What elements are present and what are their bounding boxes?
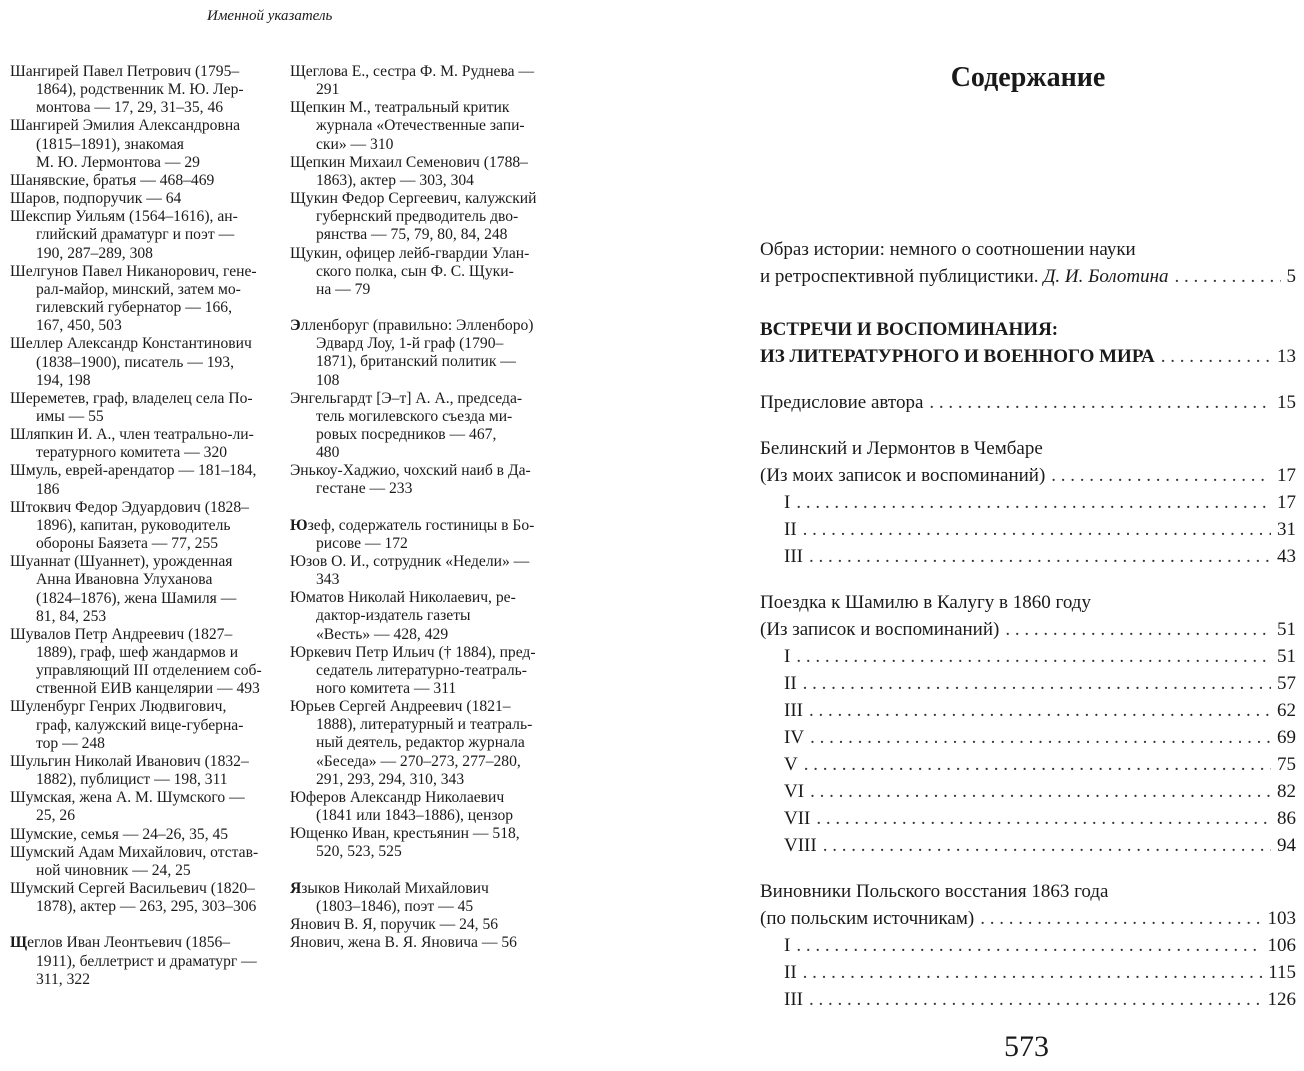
toc-entry-label-text: II — [784, 962, 797, 983]
index-entry-line: Юзов О. И., сотрудник «Недели» — — [290, 552, 530, 570]
toc-entry-label-text: Поездка к Шамилю в Калугу в 1860 году — [760, 592, 1091, 613]
toc-entry-label — [784, 932, 790, 959]
toc-entry-label — [760, 589, 1091, 616]
index-entry — [290, 390, 558, 463]
toc-entry-label-text: II — [784, 673, 797, 694]
toc-subsection — [760, 805, 1296, 832]
index-entry — [10, 63, 272, 117]
toc-subsection — [760, 516, 1296, 543]
index-entry — [10, 263, 272, 336]
index-entry-line: Шангирей Эмилия Александровна — [10, 117, 241, 135]
toc-subsection — [760, 932, 1296, 959]
index-entry-line: 1864), родственник М. Ю. Лер- — [36, 81, 244, 99]
toc-entry — [760, 316, 1296, 343]
toc-entry — [760, 905, 1296, 932]
index-entry-line: 1911), беллетрист и драматург — — [36, 952, 257, 970]
toc-page-number: 86 — [1277, 808, 1296, 829]
toc-spacer — [760, 290, 1296, 316]
toc-entry-label-text: V — [784, 754, 798, 775]
toc-title: Содержание — [950, 62, 1106, 93]
toc-entry-label-text: (Из записок и воспоминаний) — [760, 619, 1000, 640]
index-entry-line: губернский предводитель дво- — [316, 208, 519, 226]
index-entry-line: 311, 322 — [36, 970, 90, 988]
index-entry-line: ски» — 310 — [316, 135, 394, 153]
index-letter-gap — [290, 499, 558, 517]
toc-subsection — [760, 643, 1296, 670]
toc-spacer — [760, 570, 1296, 589]
toc-page-number: 82 — [1277, 781, 1296, 802]
index-entry-line: 480 — [316, 444, 340, 462]
toc-entry-label-text: Образ истории: немного о соотношении науки — [760, 239, 1136, 260]
index-entry — [10, 753, 272, 789]
index-entry-line: (1838–1900), писатель — 193, — [36, 353, 234, 371]
running-head: Именной указатель — [207, 8, 333, 24]
toc-entry — [760, 343, 1296, 370]
toc-subsection — [760, 697, 1296, 724]
index-entry-line: 343 — [316, 571, 340, 589]
index-entry — [290, 245, 558, 299]
toc-entry-label — [784, 643, 790, 670]
toc-entry-label — [784, 959, 797, 986]
index-entry — [10, 208, 272, 262]
index-entry-line: Шумская, жена А. М. Шумского — — [10, 789, 245, 807]
index-entry-line: ственной ЕИВ канцелярии — 493 — [36, 680, 260, 698]
index-entry — [290, 698, 558, 789]
index-entry-line: ной чиновник — 24, 25 — [36, 861, 191, 879]
toc-leader-dots — [796, 489, 1271, 516]
index-entry-line: 1878), актер — 263, 295, 303–306 — [36, 898, 257, 916]
toc-leader-dots — [804, 751, 1271, 778]
toc-leader-dots — [810, 778, 1271, 805]
index-column-right — [290, 63, 558, 952]
index-entry-line: обороны Баязета — 77, 255 — [36, 535, 219, 553]
index-entry-line: Шелгунов Павел Никанорович, гене- — [10, 262, 257, 280]
index-entry-line: глийский драматург и поэт — — [36, 226, 235, 244]
index-entry — [10, 553, 272, 626]
index-entry-line: Шереметев, граф, владелец села По- — [10, 389, 253, 407]
index-entry-line: монтова — 17, 29, 31–35, 46 — [36, 99, 224, 117]
toc-leader-dots — [803, 516, 1271, 543]
index-entry-line: Янович В. Я, поручик — 24, 56 — [290, 915, 499, 933]
index-entry — [290, 154, 558, 190]
toc-leader-dots — [823, 832, 1271, 859]
index-entry — [10, 934, 272, 988]
index-entry — [10, 462, 272, 498]
index-entry-line: тель могилевского съезда ми- — [316, 407, 513, 425]
index-letter-gap — [290, 299, 558, 317]
index-entry-line: Шумские, семья — 24–26, 35, 45 — [10, 825, 229, 843]
toc-entry-label — [784, 805, 810, 832]
index-entry — [290, 517, 558, 553]
toc-entry-label-text: и ретроспективной публицистики. — [760, 266, 1039, 287]
toc-entry-label — [760, 263, 1169, 290]
toc-leader-dots — [809, 543, 1271, 570]
toc-leader-dots — [796, 643, 1271, 670]
index-entry-line: рисове — 172 — [316, 534, 408, 552]
index-entry-line: Юрьев Сергей Андреевич (1821– — [290, 698, 511, 716]
toc-entry-author: Д. И. Болотина — [1043, 266, 1169, 287]
index-entry-line: М. Ю. Лермонтова — 29 — [36, 153, 200, 171]
toc-leader-dots — [809, 697, 1271, 724]
index-entry — [10, 826, 272, 844]
index-letter-initial: Я — [290, 879, 302, 897]
toc-spacer — [760, 859, 1296, 878]
index-entry-line: 1896), капитан, руководитель — [36, 516, 231, 534]
index-entry — [10, 172, 272, 190]
toc-entry-label — [760, 316, 1058, 343]
index-entry-line: 1871), британский политик — — [316, 353, 516, 371]
index-entry — [10, 880, 272, 916]
index-entry-line: (1824–1876), жена Шамиля — — [36, 589, 237, 607]
index-entry-line: 1882), публицист — 198, 311 — [36, 771, 228, 789]
index-entry — [290, 644, 558, 698]
toc-entry-label — [760, 616, 999, 643]
toc-entry-label — [760, 389, 923, 416]
index-entry-line: управляющий III отделением соб- — [36, 662, 262, 680]
index-entry-line: Анна Ивановна Улуханова — [36, 571, 213, 589]
index-entry-line: 108 — [316, 371, 340, 389]
toc-leader-dots — [1175, 263, 1281, 290]
toc-entry-label — [760, 343, 1155, 370]
index-entry-line: 291, 293, 294, 310, 343 — [316, 770, 465, 788]
toc-entry-label-text: Виновники Польского восстания 1863 года — [760, 881, 1109, 902]
index-entry-line: 291 — [316, 81, 340, 99]
toc-leader-dots — [810, 724, 1271, 751]
index-entry-text: еглов Иван Леонтьевич (1856– — [27, 934, 231, 952]
toc-entry-label — [784, 697, 803, 724]
toc-page-number: 94 — [1277, 835, 1296, 856]
toc-spacer — [760, 217, 1296, 236]
index-entry-line: Щепкин М., театральный критик — [290, 99, 510, 117]
index-entry-line: 25, 26 — [36, 807, 75, 825]
index-entry-line: Юркевич Петр Ильич († 1884), пред- — [290, 643, 536, 661]
toc-page-number: 43 — [1277, 546, 1296, 567]
index-letter-initial: Ю — [290, 516, 308, 534]
index-entry-line: Штоквич Федор Эдуардович (1828– — [10, 498, 249, 516]
index-entry-line: 194, 198 — [36, 371, 91, 389]
index-entry — [290, 589, 558, 643]
toc-entry-label-text: (по польским источникам) — [760, 908, 975, 929]
index-entry-line: Шанявские, братья — 468–469 — [10, 171, 215, 189]
toc-entry-label — [760, 462, 1045, 489]
index-entry-text: лленборуг (правильно: Элленборо) — [300, 317, 534, 335]
toc-leader-dots — [803, 670, 1271, 697]
index-entry-line: 1889), граф, шеф жандармов и — [36, 644, 239, 661]
toc-entry-label-text: Белинский и Лермонтов в Чембаре — [760, 438, 1043, 459]
index-entry-line: гестане — 233 — [316, 480, 413, 498]
index-entry-line: имы — 55 — [36, 407, 104, 425]
index-entry-line: 167, 450, 503 — [36, 317, 122, 335]
index-entry-line: Юферов Александр Николаевич — [290, 788, 505, 806]
toc-subsection — [760, 724, 1296, 751]
index-entry-line: «Беседа» — 270–273, 277–280, — [316, 752, 521, 770]
toc-entry-label — [784, 832, 817, 859]
toc-page-number: 17 — [1277, 492, 1296, 513]
toc-leader-dots — [929, 389, 1271, 416]
toc-page-number: 51 — [1277, 619, 1296, 640]
index-letter-initial: Щ — [10, 934, 28, 952]
index-entry-line: ного комитета — 311 — [316, 680, 457, 697]
toc-entry — [760, 236, 1296, 263]
toc-page-number: 69 — [1277, 727, 1296, 748]
index-entry-line: дактор-издатель газеты — [316, 607, 471, 625]
toc-entry-label — [784, 543, 803, 570]
toc-entry-label — [784, 516, 797, 543]
toc-entry-label — [784, 751, 798, 778]
toc-entry-label — [784, 670, 797, 697]
toc-entry-label-text: III — [784, 546, 803, 567]
index-entry-line: гилевский губернатор — 166, — [36, 299, 232, 317]
toc-entry-label-text: VIII — [784, 835, 817, 856]
index-entry — [290, 190, 558, 244]
toc-page-number: 126 — [1267, 989, 1296, 1010]
toc-entry — [760, 263, 1296, 290]
toc-page-number: 31 — [1277, 519, 1296, 540]
index-entry-line: Эдвард Лоу, 1-й граф (1790– — [316, 335, 504, 353]
toc-entry-label — [784, 986, 803, 1013]
index-entry-line: 520, 523, 525 — [316, 843, 402, 861]
toc-entry-label-text: VII — [784, 808, 811, 829]
toc-entry-label — [760, 878, 1108, 905]
index-entry-line — [10, 934, 272, 952]
index-entry-line: рал-майор, минский, затем мо- — [36, 280, 241, 298]
index-entry-line: Щепкин Михаил Семенович (1788– — [290, 153, 528, 171]
index-entry-text: зыков Николай Михайлович — [301, 879, 489, 897]
index-entry — [290, 789, 558, 825]
index-entry-line: Шувалов Петр Андреевич (1827– — [10, 625, 233, 643]
index-entry-line: ского полка, сын Ф. С. Щуки- — [316, 262, 514, 280]
toc-subsection — [760, 832, 1296, 859]
index-letter-initial: Э — [290, 317, 301, 335]
index-entry-text: зеф, содержатель гостиницы в Бо- — [307, 516, 535, 534]
toc-entry-label-text: IV — [784, 727, 805, 748]
toc-spacer — [760, 370, 1296, 389]
index-entry-line: Янович, жена В. Я. Яновича — 56 — [290, 934, 517, 952]
index-entry-line: Шляпкин И. А., член театрально-ли- — [10, 426, 254, 444]
index-entry — [10, 335, 272, 389]
index-entry-line: Шумский Адам Михайлович, отстав- — [10, 843, 259, 861]
index-entry-line: 190, 287–289, 308 — [36, 244, 153, 262]
index-entry-line: Юматов Николай Николаевич, ре- — [290, 589, 516, 607]
index-entry-line: Шуаннат (Шуаннет), урожденная — [10, 553, 233, 571]
index-entry — [10, 190, 272, 208]
index-entry-line: Шаров, подпоручик — 64 — [10, 190, 182, 208]
toc-entry-label — [760, 236, 1136, 263]
index-entry-line: тор — 248 — [36, 734, 105, 752]
toc-entry — [760, 616, 1296, 643]
toc-entry-label — [784, 489, 790, 516]
toc-page-number: 17 — [1277, 465, 1296, 486]
index-entry-line — [290, 317, 558, 335]
index-entry-line: рянства — 75, 79, 80, 84, 248 — [316, 226, 508, 244]
index-entry-line: Ющенко Иван, крестьянин — 518, — [290, 825, 520, 843]
index-entry-line: (1815–1891), знакомая — [36, 135, 184, 153]
index-letter-gap — [10, 916, 272, 934]
toc-entry — [760, 389, 1296, 416]
index-entry-line: ный деятель, редактор журнала — [316, 734, 525, 752]
index-entry — [10, 426, 272, 462]
toc-entry-label-text: II — [784, 519, 797, 540]
toc-page-number: 103 — [1267, 908, 1296, 929]
toc-entry-label-text: I — [784, 492, 791, 513]
index-entry-line — [290, 517, 558, 535]
toc-list — [760, 217, 1296, 1013]
toc-entry-label — [784, 724, 804, 751]
toc-leader-dots — [1051, 462, 1271, 489]
toc-page-number: 15 — [1277, 392, 1296, 413]
toc-leader-dots — [816, 805, 1271, 832]
index-entry-line: 1863), актер — 303, 304 — [316, 171, 474, 189]
toc-subsection — [760, 489, 1296, 516]
index-entry — [10, 117, 272, 171]
index-entry-line: ровых посредников — 467, — [316, 425, 497, 443]
toc-leader-dots — [803, 959, 1263, 986]
index-entry — [290, 99, 558, 153]
index-entry-line: Шульгин Николай Иванович (1832– — [10, 752, 249, 770]
index-entry-line: Шекспир Уильям (1564–1616), ан- — [10, 208, 238, 226]
toc-subsection — [760, 670, 1296, 697]
index-entry — [290, 880, 558, 916]
toc-subsection — [760, 751, 1296, 778]
index-entry-line: граф, калужский вице-губерна- — [36, 716, 244, 734]
toc-subsection — [760, 986, 1296, 1013]
index-entry-line: 81, 84, 253 — [36, 607, 107, 625]
toc-leader-dots — [796, 932, 1261, 959]
toc-page-number: 106 — [1267, 935, 1296, 956]
index-entry-line: (1803–1846), поэт — 45 — [316, 897, 474, 915]
toc-entry — [760, 435, 1296, 462]
toc-page-number: 115 — [1268, 962, 1296, 983]
index-entry-line: Энькоу-Хаджио, чохский наиб в Да- — [290, 462, 531, 480]
index-entry — [10, 789, 272, 825]
index-column-left — [10, 63, 272, 989]
index-entry — [290, 934, 558, 952]
index-entry-line: (1841 или 1843–1886), цензор — [316, 807, 514, 825]
toc-entry — [760, 878, 1296, 905]
index-entry — [10, 390, 272, 426]
toc-entry-label-text: Предисловие автора — [760, 392, 924, 413]
toc-leader-dots — [1161, 343, 1271, 370]
index-entry-line: Щеглова Е., сестра Ф. М. Руднева — — [290, 63, 535, 80]
toc-entry — [760, 589, 1296, 616]
toc-leader-dots — [1005, 616, 1271, 643]
index-entry — [290, 462, 558, 498]
toc-page-number: 51 — [1277, 646, 1296, 667]
index-entry — [10, 499, 272, 553]
index-entry — [290, 825, 558, 861]
index-entry-line: Энгельгардт [Э–т] А. А., председа- — [290, 389, 523, 407]
toc-spacer — [760, 416, 1296, 435]
index-entry — [290, 317, 558, 390]
toc-subsection — [760, 778, 1296, 805]
index-entry-line: Щукин, офицер лейб-гвардии Улан- — [290, 244, 530, 262]
toc-entry-label-text: III — [784, 700, 803, 721]
toc-page-number: 57 — [1277, 673, 1296, 694]
toc-entry-label — [760, 435, 1043, 462]
toc-page-number: 62 — [1277, 700, 1296, 721]
index-entry-line: Щукин Федор Сергеевич, калужский — [290, 190, 537, 208]
index-entry — [290, 553, 558, 589]
toc-entry-label-text: (Из моих записок и воспоминаний) — [760, 465, 1046, 486]
index-entry — [10, 844, 272, 880]
index-entry-line: Шуленбург Генрих Людвигович, — [10, 698, 227, 716]
toc-leader-dots — [809, 986, 1262, 1013]
index-entry-line: Шангирей Павел Петрович (1795– — [10, 63, 240, 80]
index-entry-line: Шумский Сергей Васильевич (1820– — [10, 880, 255, 898]
toc-page-number: 5 — [1286, 266, 1296, 287]
index-entry-line: седатель литературно-театраль- — [316, 661, 527, 679]
toc-subsection — [760, 543, 1296, 570]
toc-subsection — [760, 959, 1296, 986]
index-entry-line: на — 79 — [316, 280, 371, 298]
index-entry — [290, 63, 558, 99]
toc-entry — [760, 462, 1296, 489]
index-entry — [10, 626, 272, 699]
toc-entry-label — [784, 778, 804, 805]
index-entry-line: журнала «Отечественные запи- — [316, 117, 525, 135]
index-entry-line: «Весть» — 428, 429 — [316, 625, 449, 643]
toc-entry-label-text: ВСТРЕЧИ И ВОСПОМИНАНИЯ: — [760, 319, 1059, 340]
index-entry-line: 1888), литературный и театраль- — [316, 716, 533, 734]
index-entry-line: 186 — [36, 480, 60, 498]
index-entry-line: Шеллер Александр Константинович — [10, 335, 252, 353]
index-entry-line — [290, 880, 558, 898]
index-letter-gap — [290, 862, 558, 880]
toc-page-number: 75 — [1277, 754, 1296, 775]
toc-entry-label — [760, 905, 974, 932]
toc-entry-label-text: ИЗ ЛИТЕРАТУРНОГО И ВОЕННОГО МИРА — [760, 346, 1155, 367]
index-entry-line: Шмуль, еврей-арендатор — 181–184, — [10, 462, 257, 480]
toc-entry-label-text: VI — [784, 781, 805, 802]
toc-entry-label-text: I — [784, 646, 791, 667]
index-entry — [10, 698, 272, 752]
index-entry-line: тературного комитета — 320 — [36, 444, 228, 462]
page-number: 573 — [1004, 1030, 1049, 1063]
toc-leader-dots — [980, 905, 1261, 932]
index-entry — [290, 916, 558, 934]
toc-entry-label-text: III — [784, 989, 803, 1010]
toc-entry-label-text: I — [784, 935, 791, 956]
toc-page-number: 13 — [1277, 346, 1296, 367]
